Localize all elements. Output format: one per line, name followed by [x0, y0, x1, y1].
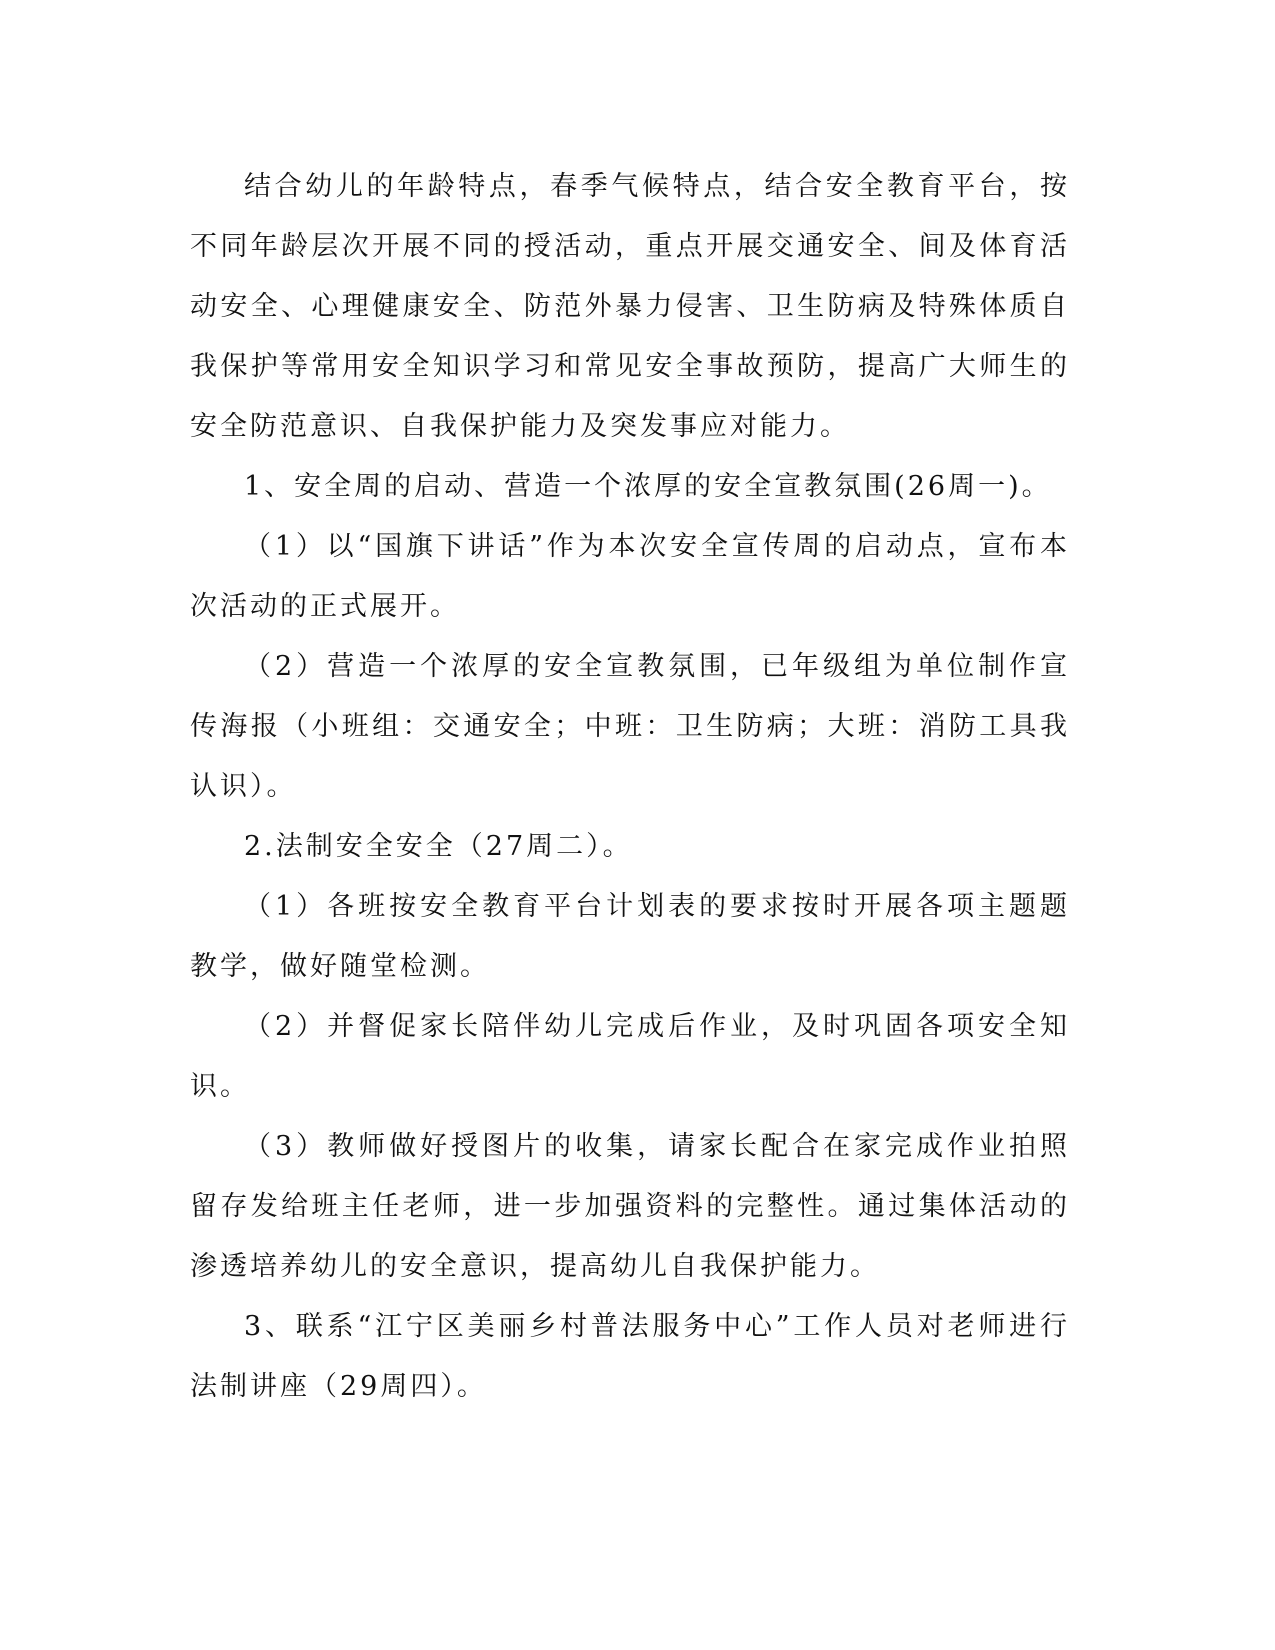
paragraph-item-1-sub-2: （2）营造一个浓厚的安全宣教氛围，已年级组为单位制作宣传海报（小班组：交通安全；中班：卫生防病；大班：消防工具我认识）。 [190, 651, 1070, 802]
paragraph-item-3: 3、联系“江宁区美丽乡村普法服务中心”工作人员对老师进行法制讲座（29周四）。 [190, 1311, 1070, 1402]
paragraph-item-2-sub-3: （3）教师做好授图片的收集，请家长配合在家完成作业拍照留存发给班主任老师，进一步加强资料的完整性。通过集体活动的渗透培养幼儿的安全意识，提高幼儿自我保护能力。 [190, 1131, 1070, 1282]
paragraph-intro: 结合幼儿的年龄特点，春季气候特点，结合安全教育平台，按不同年龄层次开展不同的授活动，重点开展交通安全、间及体育活动安全、心理健康安全、防范外暴力侵害、卫生防病及特殊体质自我保护等常用安全知识学习和常见安全事故预防，提高广大师生的安全防范意识、自我保护能力及突发事应对能力。 [190, 171, 1070, 442]
paragraph-item-1: 1、安全周的启动、营造一个浓厚的安全宣教氛围(26周一)。 [244, 471, 1052, 502]
document-body [190, 157, 1070, 1417]
paragraph-item-1-sub-1: （1）以“国旗下讲话”作为本次安全宣传周的启动点，宣布本次活动的正式展开。 [190, 531, 1070, 622]
paragraph-item-2-sub-2: （2）并督促家长陪伴幼儿完成后作业，及时巩固各项安全知识。 [190, 1011, 1070, 1102]
paragraph-item-2-sub-1: （1）各班按安全教育平台计划表的要求按时开展各项主题题教学，做好随堂检测。 [190, 891, 1070, 982]
paragraph-item-2: 2.法制安全安全（27周二）。 [244, 831, 633, 862]
